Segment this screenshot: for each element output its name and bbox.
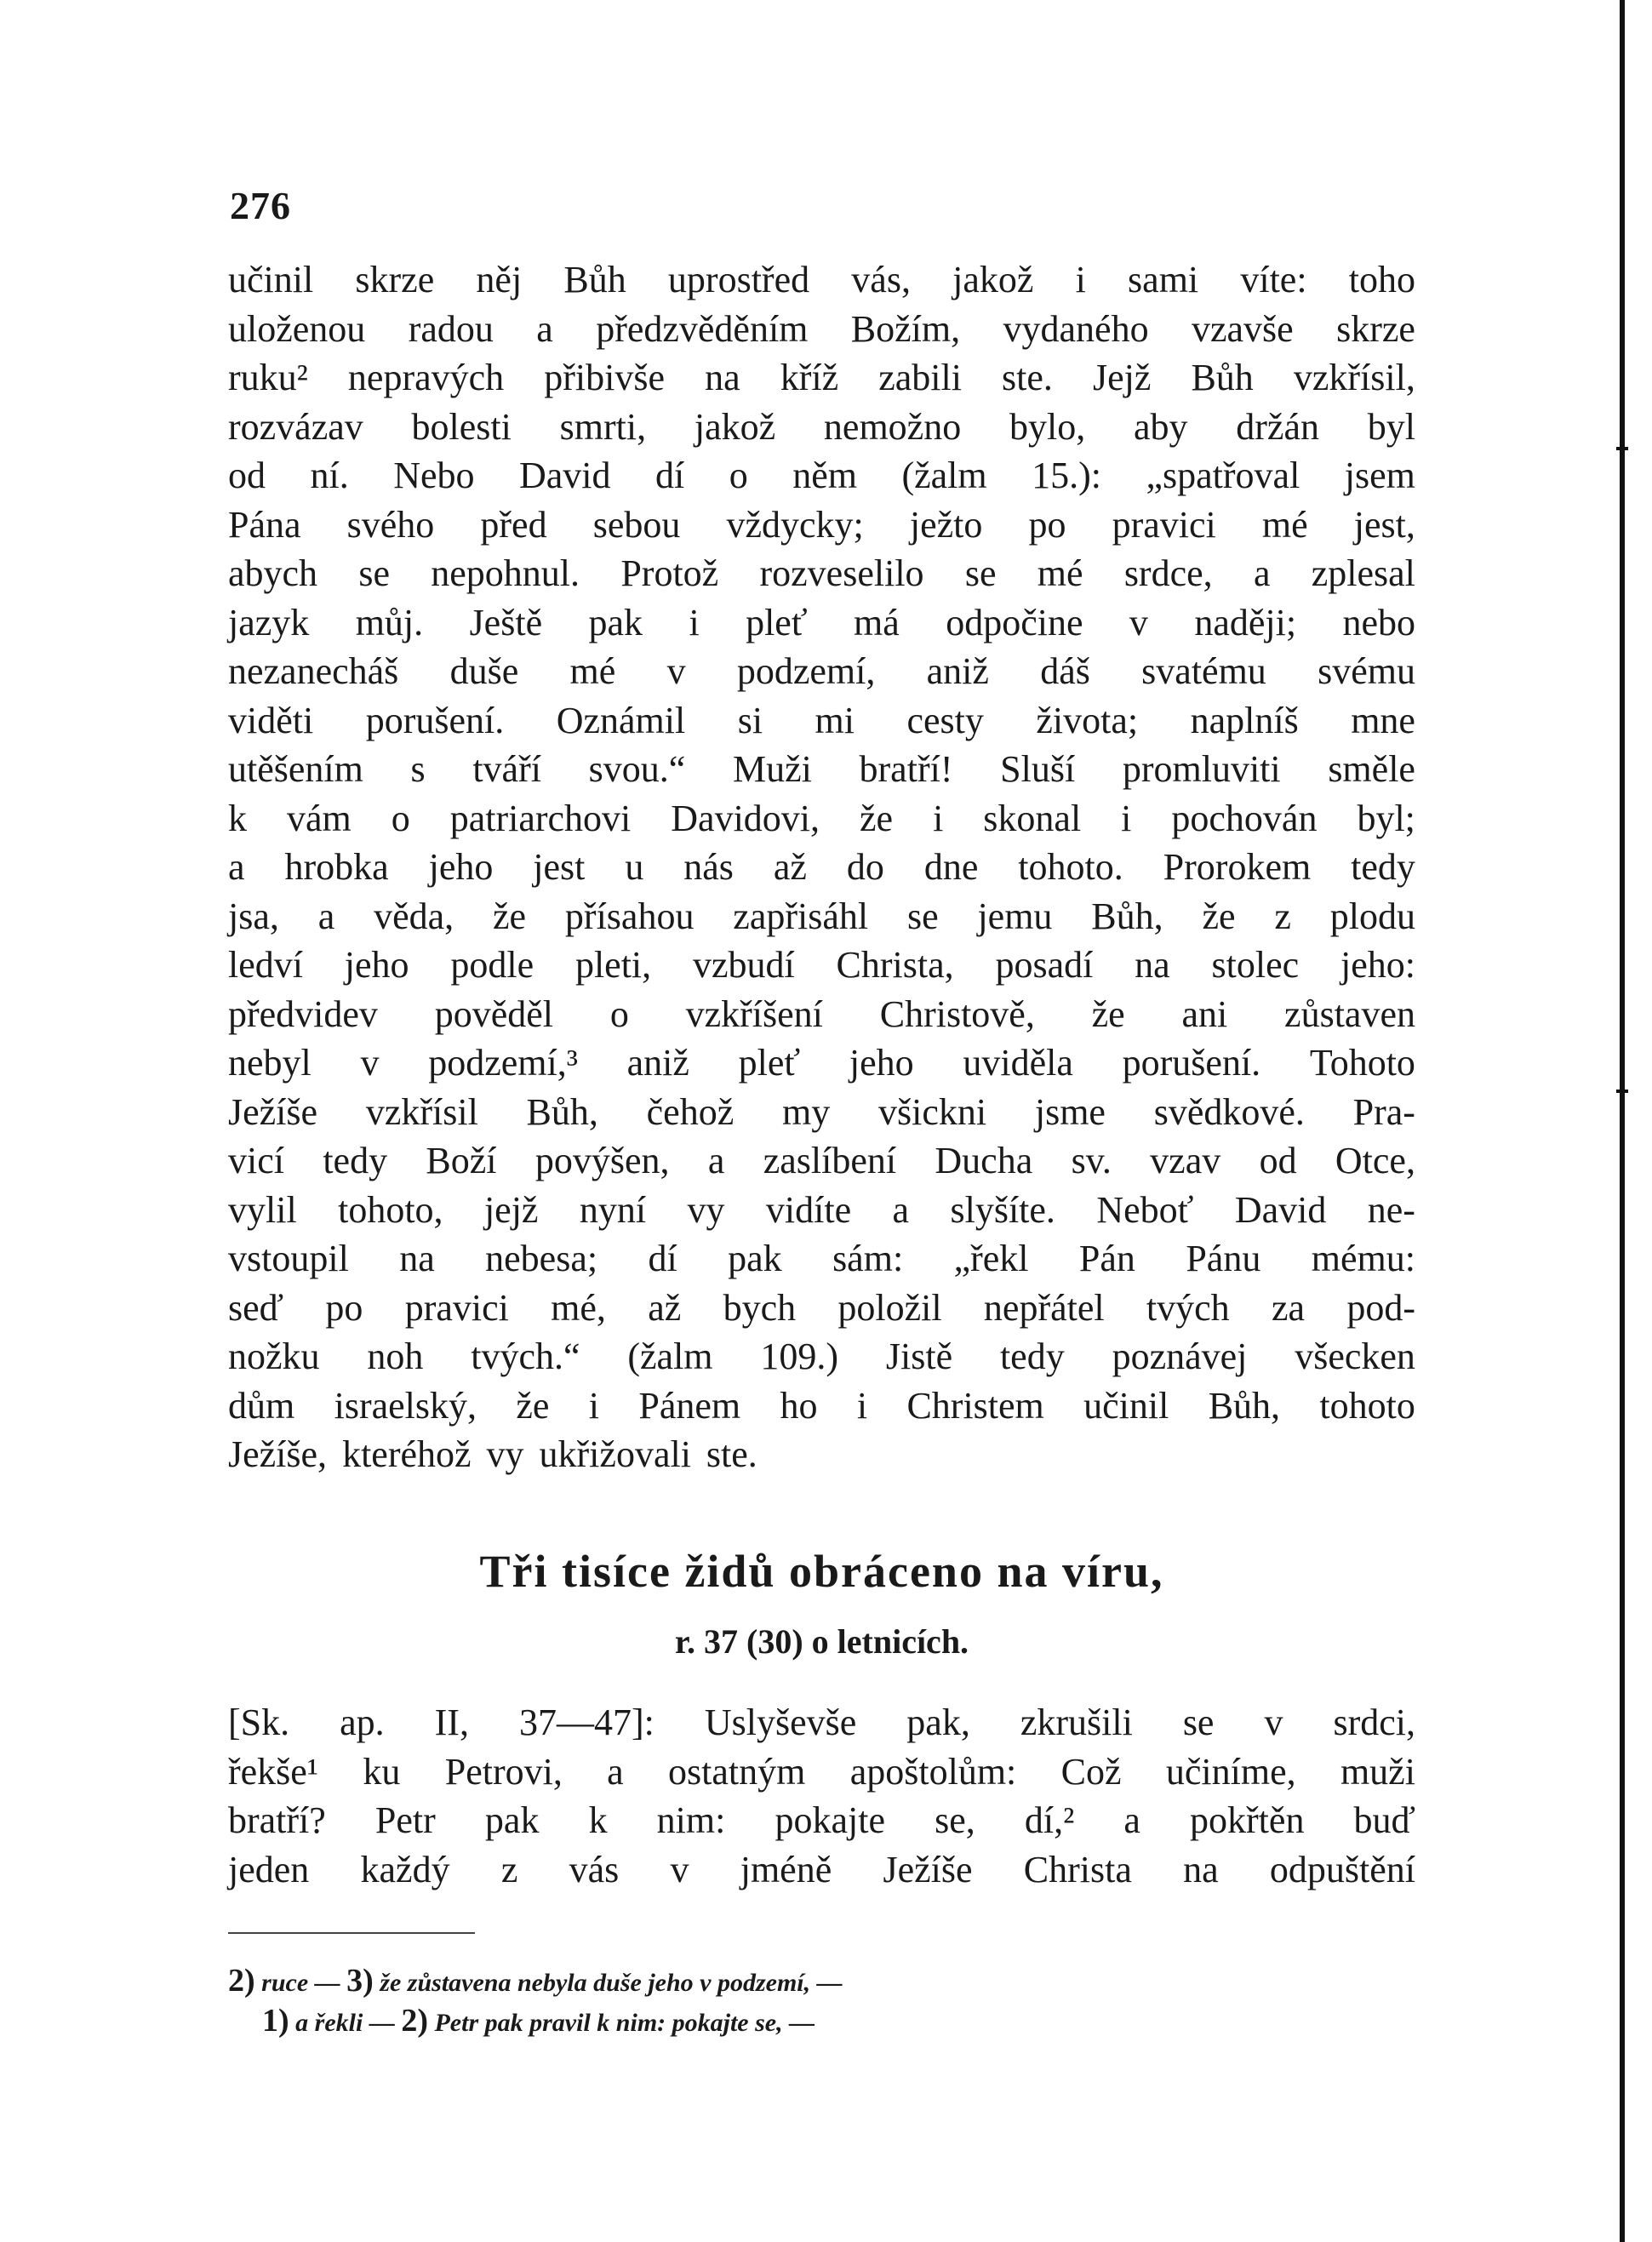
footnote-line (228, 1962, 1415, 2002)
text-line: vylil tohoto, jejž nyní vy vidíte a slyšíte. Neboť David ne- (228, 1188, 1415, 1231)
text-line: seď po pravici mé, až bych položil nepřátel tvých za pod- (228, 1286, 1415, 1329)
scan-edge (1620, 0, 1652, 2242)
section-subtitle: r. 37 (30) o letnicích. (674, 1622, 969, 1661)
footnote-rule (228, 1932, 475, 1934)
footnote-number: 1) (262, 2003, 289, 2039)
text-line: a hrobka jeho jest u nás až do dne tohoto. Prorokem tedy (228, 846, 1415, 888)
footnote-number: 3) (346, 1963, 374, 1999)
text-line: dům israelský, že i Pánem ho i Christem učinil Bůh, tohoto (228, 1384, 1415, 1427)
text-line: řekše¹ ku Petrovi, a ostatným apoštolům: Což učiníme, muži (228, 1750, 1415, 1793)
footnote-number: 2) (228, 1963, 255, 1999)
section-title: Tři tisíce židů obráceno na víru, (479, 1546, 1164, 1597)
text-line: uloženou radou a předzvěděním Božím, vydaného vzavše skrze (228, 307, 1415, 350)
edge-tick (1616, 447, 1628, 450)
text-line: k vám o patriarchovi Davidovi, že i skonal i pochován byl; (228, 797, 1415, 839)
text-line: vstoupil na nebesa; dí pak sám: „řekl Pán Pánu mému: (228, 1238, 1415, 1279)
footnotes (228, 1962, 1415, 2042)
page-number: 276 (230, 184, 291, 227)
text-line: rozvázav bolesti smrti, jakož nemožno bylo, aby držán byl (228, 405, 1415, 448)
footnote-number: 2) (401, 2003, 428, 2039)
text-line: předvidev pověděl o vzkříšení Christově, že ani zůstaven (228, 992, 1415, 1035)
text-line: Ježíše, kteréhož vy ukřižovali ste. (228, 1433, 757, 1475)
footnote-text: že zůstavena nebyla duše jeho v podzemí, — (380, 1969, 843, 1997)
text-line: od ní. Nebo David dí o něm (žalm 15.): „spatřoval jsem (228, 455, 1415, 496)
footnote-line (228, 2002, 1415, 2042)
text-line: nezanecháš duše mé v podzemí, aniž dáš svatému svému (228, 650, 1415, 692)
text-line: jsa, a věda, že přísahou zapřisáhl se jemu Bůh, že z plodu (228, 895, 1415, 937)
text-line: bratří? Petr pak k nim: pokajte se, dí,² a pokřtěn buď (228, 1799, 1415, 1841)
text-line: učinil skrze něj Bůh uprostřed vás, jakož i sami víte: toho (228, 259, 1415, 300)
edge-tick (1616, 1090, 1628, 1093)
footnote-text: ruce — (261, 1969, 340, 1997)
footnote-text: a řekli — (295, 2009, 395, 2037)
text-line: ledví jeho podle pleti, vzbudí Christa, posadí na stolec jeho: (228, 944, 1415, 986)
text-line: nebyl v podzemí,³ aniž pleť jeho uviděla porušení. Tohoto (228, 1042, 1415, 1084)
text-line: Pána svého před sebou vždycky; ježto po pravici mé jest, (228, 503, 1415, 546)
text-line: utěšením s tváří svou.“ Muži bratří! Sluší promluviti směle (228, 748, 1415, 790)
section-text (228, 1698, 1415, 1894)
text-line: jeden každý z vás v jméně Ježíše Christa na odpuštění (228, 1848, 1415, 1890)
text-line: abych se nepohnul. Protož rozveselilo se mé srdce, a zplesal (228, 552, 1415, 594)
text-line: ruku² nepravých přibivše na kříž zabili ste. Jejž Bůh vzkřísil, (228, 357, 1415, 398)
footnote-text: Petr pak pravil k nim: pokajte se, — (434, 2009, 815, 2037)
text-line: viděti porušení. Oznámil si mi cesty života; naplníš mne (228, 699, 1415, 741)
text-line: vicí tedy Boží povýšen, a zaslíbení Ducha sv. vzav od Otce, (228, 1140, 1415, 1181)
body-text (228, 255, 1415, 1479)
text-line: jazyk můj. Ještě pak i pleť má odpočine v naději; nebo (228, 601, 1415, 643)
text-line: Ježíše vzkřísil Bůh, čehož my všickni jsme svědkové. Pra- (228, 1090, 1415, 1133)
text-line: [Sk. ap. II, 37—47]: Uslyševše pak, zkrušili se v srdci, (228, 1702, 1415, 1743)
text-line: nožku noh tvých.“ (žalm 109.) Jistě tedy poznávej všecken (228, 1335, 1415, 1377)
